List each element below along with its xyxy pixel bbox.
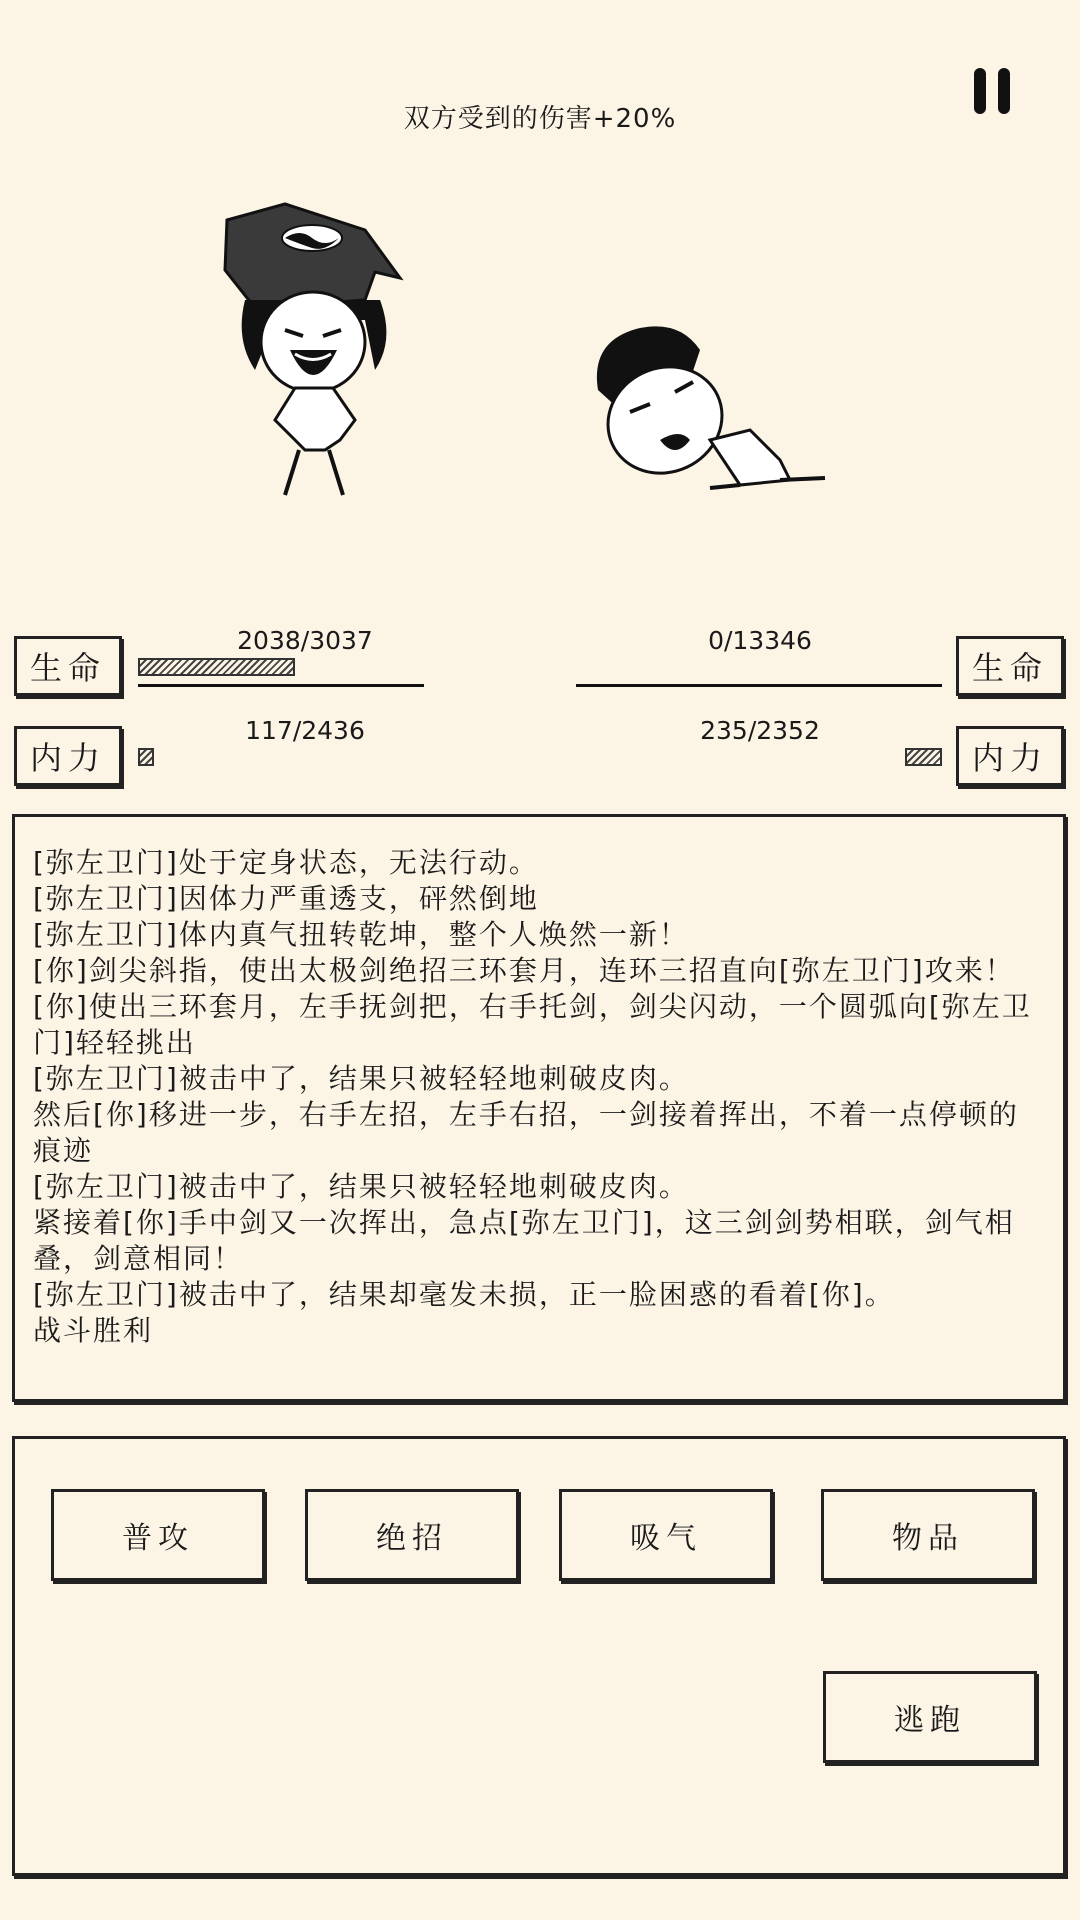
- battle-log-line: [你]使出三环套月，左手抚剑把，右手托剑，剑尖闪动，一个圆弧向[弥左卫门]轻轻挑出: [33, 990, 1032, 1059]
- player-mp-bar: [138, 748, 154, 766]
- battle-log-line: [弥左卫门]处于定身状态，无法行动。: [33, 846, 539, 879]
- battle-modifier-text: 双方受到的伤害+20%: [403, 104, 677, 134]
- battle-log-line: [弥左卫门]因体力严重透支，砰然倒地: [33, 882, 539, 915]
- battle-log-line: [弥左卫门]被击中了，结果只被轻轻地刺破皮肉。: [33, 1062, 689, 1095]
- battle-log-line: 紧接着[你]手中剑又一次挥出，急点[弥左卫门]，这三剑剑势相联，剑气相叠，剑意相同！: [33, 1206, 1015, 1275]
- player-hp-label: 生命: [14, 636, 122, 696]
- player-hp-track: [138, 684, 424, 687]
- pause-button[interactable]: [972, 68, 1016, 114]
- battle-log-line: [弥左卫门]被击中了，结果只被轻轻地刺破皮肉。: [33, 1170, 689, 1203]
- pause-icon: [974, 68, 986, 114]
- enemy-mp-bar: [905, 748, 942, 766]
- battle-log-line: 然后[你]移进一步，右手左招，左手右招，一剑接着挥出，不着一点停顿的痕迹: [33, 1098, 1019, 1167]
- enemy-hp-value: 0/13346: [708, 626, 812, 655]
- player-character: [215, 200, 415, 500]
- player-mp-label: 内力: [14, 726, 122, 786]
- enemy-hp-label: 生命: [956, 636, 1064, 696]
- enemy-hp-track: [576, 684, 942, 687]
- battle-log-line: [弥左卫门]体内真气扭转乾坤，整个人焕然一新！: [33, 918, 689, 951]
- flee-button[interactable]: 逃跑: [823, 1671, 1037, 1763]
- battle-log[interactable]: [12, 814, 1066, 1402]
- special-move-button[interactable]: 绝招: [305, 1489, 519, 1581]
- action-panel: [12, 1436, 1066, 1876]
- battle-log-line: [你]剑尖斜指，使出太极剑绝招三环套月，连环三招直向[弥左卫门]攻来！: [33, 954, 1015, 987]
- battle-log-line: [弥左卫门]被击中了，结果却毫发未损，正一脸困惑的看着[你]。: [33, 1278, 895, 1311]
- enemy-mp-label: 内力: [956, 726, 1064, 786]
- normal-attack-button[interactable]: 普攻: [51, 1489, 265, 1581]
- enemy-mp-value: 235/2352: [700, 716, 820, 745]
- player-mp-value: 117/2436: [245, 716, 365, 745]
- items-button[interactable]: 物品: [821, 1489, 1035, 1581]
- breathe-button[interactable]: 吸气: [559, 1489, 773, 1581]
- battle-log-line: 战斗胜利: [33, 1314, 154, 1347]
- enemy-character: [590, 320, 840, 510]
- player-hp-value: 2038/3037: [237, 626, 373, 655]
- player-hp-bar: [138, 658, 295, 676]
